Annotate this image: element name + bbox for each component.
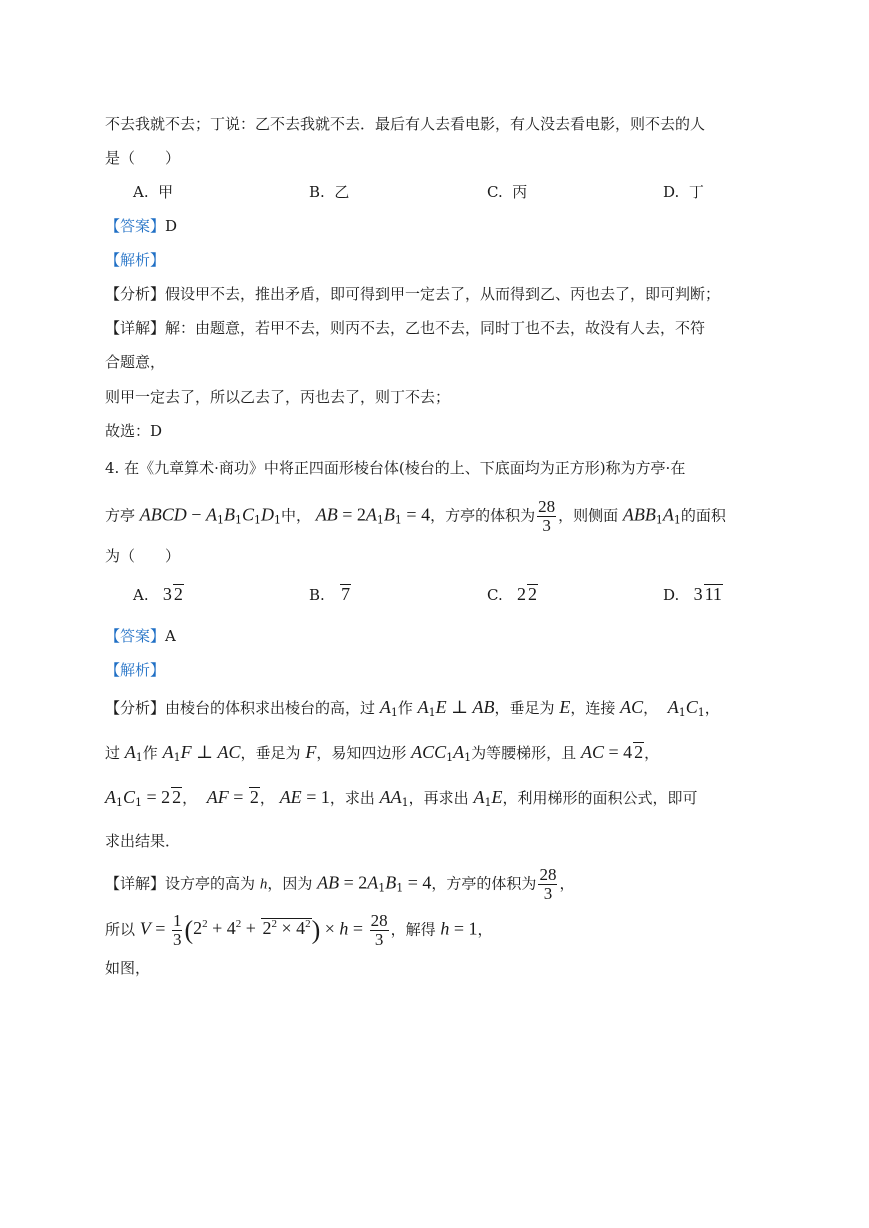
q3-option-c: C. 丙	[487, 183, 528, 201]
q4-option-b: B. 7	[309, 584, 351, 604]
q4-xiangjie-line1: 【详解】设方亭的高为 h，因为 AB = $2A_1B_1 = 4$，方亭的体积为 $\frac{28}{3}$ ，	[105, 865, 575, 903]
q4-xiangjie-line3: 如图，	[105, 959, 151, 977]
q4-stem-line1: 4. 在《九章算术·商功》中将正四面形棱台体(棱台的上、下底面均为正方形)称为方亭·在	[105, 459, 686, 477]
q4-xiangjie-line2: 所以 V = $\frac{1}{3}$ $(2^2 + 4^2 + 2^2 \times 4^2) \times h$ = $\frac{28}{3}$ ，解得 h = 1，	[105, 911, 493, 949]
q3-answer: 【答案】D	[105, 217, 178, 235]
q4-stem-line3: 为（ ）	[105, 547, 181, 565]
q3-xiangjie-line4: 故选：D	[105, 422, 163, 440]
q3-xiangjie-line3: 则甲一定去了，所以乙去了，丙也去了，则丁不去；	[105, 388, 451, 406]
q3-analysis-tag: 【解析】	[105, 251, 166, 269]
q4-option-d: D. 3 11	[663, 584, 722, 604]
q4-fenxi-line1: 【分析】由棱台的体积求出棱台的高，过 $A_1$作 $A_1E$ ⊥ AB，垂足为 E，连接 AC， $A_1C_1$，	[105, 697, 720, 719]
q4-answer: 【答案】A	[105, 627, 176, 645]
q3-xiangjie-line1: 【详解】解：由题意，若甲不去，则丙不去，乙也不去，同时丁也不去，故没有人去，不符	[105, 319, 706, 337]
q3-xiangjie-line2: 合题意，	[105, 353, 166, 371]
answer-tag: 【答案】	[105, 627, 166, 645]
q3-stem-line1: 不去我就不去；丁说：乙不去我就不去．最后有人去看电影，有人没去看电影，则不去的人	[105, 115, 706, 133]
q3-option-b: B. 乙	[309, 183, 350, 201]
q3-option-d: D. 丁	[663, 183, 704, 201]
q4-fenxi-line4: 求出结果．	[105, 832, 181, 850]
q3-option-a: A. 甲	[133, 183, 174, 201]
answer-tag: 【答案】	[105, 217, 166, 235]
q4-option-a: A. 3 2	[133, 584, 183, 604]
q4-option-c: C. 2 2	[487, 584, 538, 604]
q4-fenxi-line2: 过 $A_1$作 $A_1F$ ⊥ AC，垂足为 F，易知四边形 $ACC_1A_1$为等腰梯形，且 AC = 4 2，	[105, 742, 660, 764]
q3-fenxi: 【分析】假设甲不去，推出矛盾，即可得到甲一定去了，从而得到乙、丙也去了，即可判断；	[105, 285, 721, 303]
q3-stem-line2: 是（ ）	[105, 149, 181, 167]
q4-analysis-tag: 【解析】	[105, 661, 166, 679]
q4-stem-line2: 方亭 ABCD − $A_1B_1C_1D_1$中， AB = $2A_1B_1 = 4$，方亭的体积为 $\frac{28}{3}$ ，则侧面 $ABB_1A_1$的面积	[105, 497, 726, 535]
q4-fenxi-line3: $A_1C_1 = 2$ 2， AF = 2， AE = 1，求出 $AA_1$，再求出 $A_1E$，利用梯形的面积公式，即可	[105, 787, 698, 809]
